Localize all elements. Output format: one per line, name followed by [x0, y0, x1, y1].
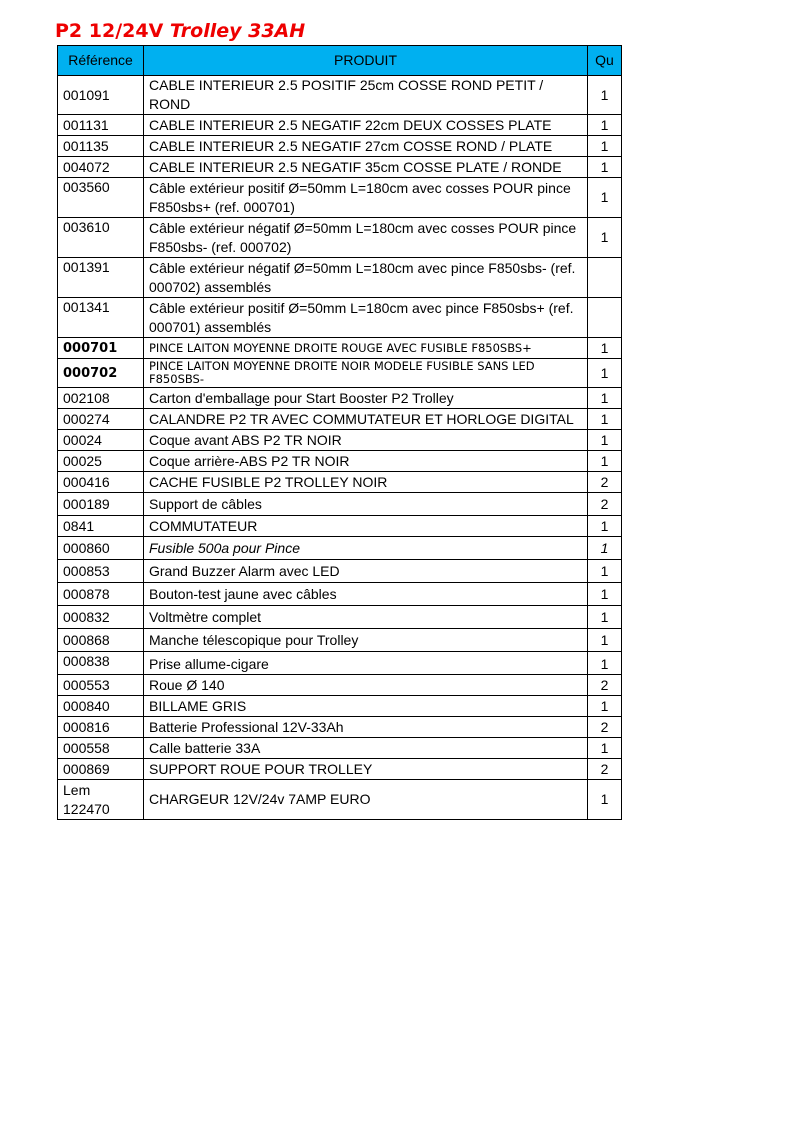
cell-ref: 000832	[58, 606, 144, 629]
cell-product: Bouton-test jaune avec câbles	[144, 583, 588, 606]
table-row	[58, 675, 622, 696]
table-row	[58, 606, 622, 629]
cell-qty: 1	[588, 560, 622, 583]
cell-qty: 1	[588, 430, 622, 451]
cell-ref: 000558	[58, 738, 144, 759]
cell-product: Câble extérieur négatif Ø=50mm L=180cm avec pince F850sbs- (ref. 000702) assemblés	[144, 258, 588, 298]
cell-product: CALANDRE P2 TR AVEC COMMUTATEUR ET HORLOGE DIGITAL	[144, 409, 588, 430]
table-row	[58, 218, 622, 258]
cell-product: PINCE LAITON MOYENNE DROITE NOIR MODELE FUSIBLE SANS LED F850SBS-	[144, 359, 588, 388]
cell-ref: 004072	[58, 157, 144, 178]
cell-qty: 1	[588, 606, 622, 629]
table-row	[58, 652, 622, 675]
cell-qty	[588, 258, 622, 298]
cell-qty: 1	[588, 359, 622, 388]
cell-qty: 1	[588, 157, 622, 178]
table-row	[58, 338, 622, 359]
cell-ref: 000853	[58, 560, 144, 583]
table-row	[58, 493, 622, 516]
cell-qty: 1	[588, 218, 622, 258]
table-row	[58, 696, 622, 717]
cell-qty: 1	[588, 652, 622, 675]
cell-qty: 1	[588, 516, 622, 537]
cell-qty: 1	[588, 451, 622, 472]
table-row	[58, 738, 622, 759]
table-header-row	[58, 46, 622, 76]
header-reference: Référence	[58, 46, 144, 76]
cell-qty: 1	[588, 583, 622, 606]
cell-ref: 001391	[58, 258, 144, 298]
header-quantity: Qu	[588, 46, 622, 76]
cell-ref: 001091	[58, 76, 144, 115]
cell-product: Coque avant ABS P2 TR NOIR	[144, 430, 588, 451]
cell-product: Roue Ø 140	[144, 675, 588, 696]
cell-product: Batterie Professional 12V-33Ah	[144, 717, 588, 738]
cell-product: Prise allume-cigare	[144, 652, 588, 675]
cell-qty: 1	[588, 409, 622, 430]
cell-qty	[588, 298, 622, 338]
table-row	[58, 359, 622, 388]
cell-ref: 001135	[58, 136, 144, 157]
cell-ref: 000553	[58, 675, 144, 696]
cell-qty: 2	[588, 675, 622, 696]
table-row	[58, 115, 622, 136]
cell-product: BILLAME GRIS	[144, 696, 588, 717]
table-row	[58, 472, 622, 493]
cell-product: Câble extérieur positif Ø=50mm L=180cm avec pince F850sbs+ (ref. 000701) assemblés	[144, 298, 588, 338]
cell-product: CABLE INTERIEUR 2.5 POSITIF 25cm COSSE ROND PETIT / ROND	[144, 76, 588, 115]
cell-product: Voltmètre complet	[144, 606, 588, 629]
cell-qty: 1	[588, 76, 622, 115]
cell-ref: 003610	[58, 218, 144, 258]
cell-product: Câble extérieur négatif Ø=50mm L=180cm avec cosses POUR pince F850sbs- (ref. 000702)	[144, 218, 588, 258]
cell-product: PINCE LAITON MOYENNE DROITE ROUGE AVEC FUSIBLE F850SBS+	[144, 338, 588, 359]
parts-table	[57, 45, 622, 820]
table-row	[58, 388, 622, 409]
cell-product: Support de câbles	[144, 493, 588, 516]
cell-qty: 1	[588, 537, 622, 560]
cell-product: Coque arrière-ABS P2 TR NOIR	[144, 451, 588, 472]
cell-product: CACHE FUSIBLE P2 TROLLEY NOIR	[144, 472, 588, 493]
cell-qty: 1	[588, 696, 622, 717]
cell-ref: 000816	[58, 717, 144, 738]
table-row	[58, 409, 622, 430]
table-row	[58, 178, 622, 218]
cell-qty: 1	[588, 738, 622, 759]
cell-qty: 2	[588, 759, 622, 780]
table-row	[58, 157, 622, 178]
cell-qty: 2	[588, 493, 622, 516]
cell-product: COMMUTATEUR	[144, 516, 588, 537]
table-row	[58, 583, 622, 606]
cell-qty: 2	[588, 472, 622, 493]
cell-qty: 1	[588, 388, 622, 409]
cell-product: CABLE INTERIEUR 2.5 NEGATIF 22cm DEUX COSSES PLATE	[144, 115, 588, 136]
cell-ref: 00024	[58, 430, 144, 451]
cell-ref: 001131	[58, 115, 144, 136]
header-product: PRODUIT	[144, 46, 588, 76]
cell-ref: 00025	[58, 451, 144, 472]
table-row	[58, 516, 622, 537]
table-row	[58, 451, 622, 472]
table-row	[58, 258, 622, 298]
table-row	[58, 537, 622, 560]
cell-qty: 1	[588, 780, 622, 820]
table-row	[58, 717, 622, 738]
cell-qty: 1	[588, 115, 622, 136]
table-row	[58, 298, 622, 338]
cell-ref: 000702	[58, 359, 144, 388]
cell-product: Grand Buzzer Alarm avec LED	[144, 560, 588, 583]
title-main: P2 12/24V	[55, 20, 170, 42]
table-row	[58, 759, 622, 780]
table-row	[58, 780, 622, 820]
cell-qty: 2	[588, 717, 622, 738]
cell-ref: 000701	[58, 338, 144, 359]
cell-product: Fusible 500a pour Pince	[144, 537, 588, 560]
cell-qty: 1	[588, 629, 622, 652]
cell-qty: 1	[588, 178, 622, 218]
cell-ref: 000274	[58, 409, 144, 430]
cell-ref: 001341	[58, 298, 144, 338]
cell-qty: 1	[588, 338, 622, 359]
cell-product: CABLE INTERIEUR 2.5 NEGATIF 27cm COSSE ROND / PLATE	[144, 136, 588, 157]
cell-ref: 000416	[58, 472, 144, 493]
cell-product: Carton d'emballage pour Start Booster P2 Trolley	[144, 388, 588, 409]
cell-ref: 000868	[58, 629, 144, 652]
table-row	[58, 136, 622, 157]
cell-ref: 000860	[58, 537, 144, 560]
table-row	[58, 629, 622, 652]
cell-ref: 000189	[58, 493, 144, 516]
table-row	[58, 430, 622, 451]
cell-ref: 000869	[58, 759, 144, 780]
cell-ref: 000838	[58, 652, 144, 675]
cell-product: Manche télescopique pour Trolley	[144, 629, 588, 652]
cell-product: Câble extérieur positif Ø=50mm L=180cm avec cosses POUR pince F850sbs+ (ref. 000701)	[144, 178, 588, 218]
cell-product: Calle batterie 33A	[144, 738, 588, 759]
cell-product: SUPPORT ROUE POUR TROLLEY	[144, 759, 588, 780]
cell-ref: Lem 122470	[58, 780, 144, 820]
cell-ref: 000840	[58, 696, 144, 717]
title-italic: Trolley 33AH	[169, 20, 306, 42]
cell-ref: 002108	[58, 388, 144, 409]
cell-product: CHARGEUR 12V/24v 7AMP EURO	[144, 780, 588, 820]
table-row	[58, 76, 622, 115]
cell-qty: 1	[588, 136, 622, 157]
cell-ref: 0841	[58, 516, 144, 537]
cell-ref: 003560	[58, 178, 144, 218]
cell-product: CABLE INTERIEUR 2.5 NEGATIF 35cm COSSE PLATE / RONDE	[144, 157, 588, 178]
table-row	[58, 560, 622, 583]
page-title	[55, 20, 305, 42]
cell-ref: 000878	[58, 583, 144, 606]
